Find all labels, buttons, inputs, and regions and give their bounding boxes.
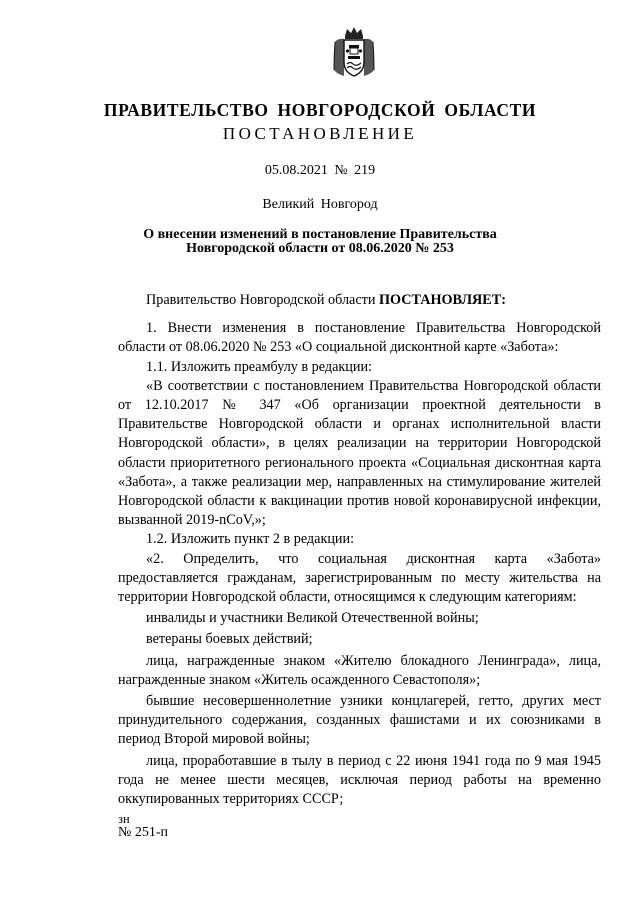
subject-line-1: О внесении изменений в постановление Правительства	[143, 227, 497, 242]
body-paragraph: ветераны боевых действий;	[146, 631, 313, 648]
intro-verb: ПОСТАНОВЛЯЕТ:	[378, 292, 506, 308]
subject-line-2: Новгородской области от 08.06.2020 № 253	[186, 241, 454, 256]
body-paragraph: лица, награжденные знаком «Жителю блокадного Ленинграда», лица, награжденные знаком «Житель осажденного Севастополя»;	[118, 652, 601, 688]
body-paragraph: 1. Внести изменения в постановление Правительства Новгородской области от 08.06.2020 № 253 «О социальной дисконтной карте «Забота»:	[118, 320, 601, 356]
body-paragraph: инвалиды и участники Великой Отечественной войны;	[146, 610, 479, 627]
document-type: ПОСТАНОВЛЕНИЕ	[222, 124, 418, 143]
coat-of-arms-icon	[332, 26, 376, 80]
body-paragraph: 1.1. Изложить преамбулу в редакции:	[146, 358, 372, 375]
body-paragraph: «2. Определить, что социальная дисконтная карта «Забота» предоставляется гражданам, зарегистрированным по месту жительства на территории Новгородской области, относящимся к следующим категориям:	[118, 550, 601, 606]
footer-initials: зн	[118, 812, 130, 826]
document-footer	[118, 813, 168, 839]
body-paragraph: «В соответствии с постановлением Правительства Новгородской области от 12.10.2017 № 347 «Об организации проектной деятельности в Правительстве Новгородской области и органах исполнительной власти Новгородской области», в целях реализации на территории Новгородской области приоритетного регионального проекта «Социальная дисконтная карта «Забота», а также реализации мер, направленных на стимулирование жителей Новгородской области к вакцинации против новой коронавирусной инфекции, вызванной 2019-nCoV,»;	[118, 377, 601, 529]
body-paragraph: бывшие несовершеннолетние узники концлагерей, гетто, других мест принудительного содержания, созданных фашистами и их союзниками в период Второй мировой войны;	[118, 693, 601, 748]
document-city: Великий Новгород	[262, 197, 378, 212]
intro-text: Правительство Новгородской области	[146, 292, 379, 308]
organization-title: ПРАВИТЕЛЬСТВО НОВГОРОДСКОЙ ОБЛАСТИ	[103, 100, 537, 120]
body-paragraph: 1.2. Изложить пункт 2 в редакции:	[146, 531, 355, 548]
intro-paragraph	[118, 291, 601, 310]
document-body	[118, 291, 601, 809]
document-subject	[0, 228, 640, 256]
document-date-number: 05.08.2021 № 219	[264, 163, 376, 178]
body-paragraph: лица, проработавшие в тылу в период с 22 июня 1941 года по 9 мая 1945 года не менее шести месяцев, исключая период работы на временно оккупированных территориях СССР;	[118, 752, 601, 808]
footer-reference-number: № 251-п	[118, 825, 169, 840]
